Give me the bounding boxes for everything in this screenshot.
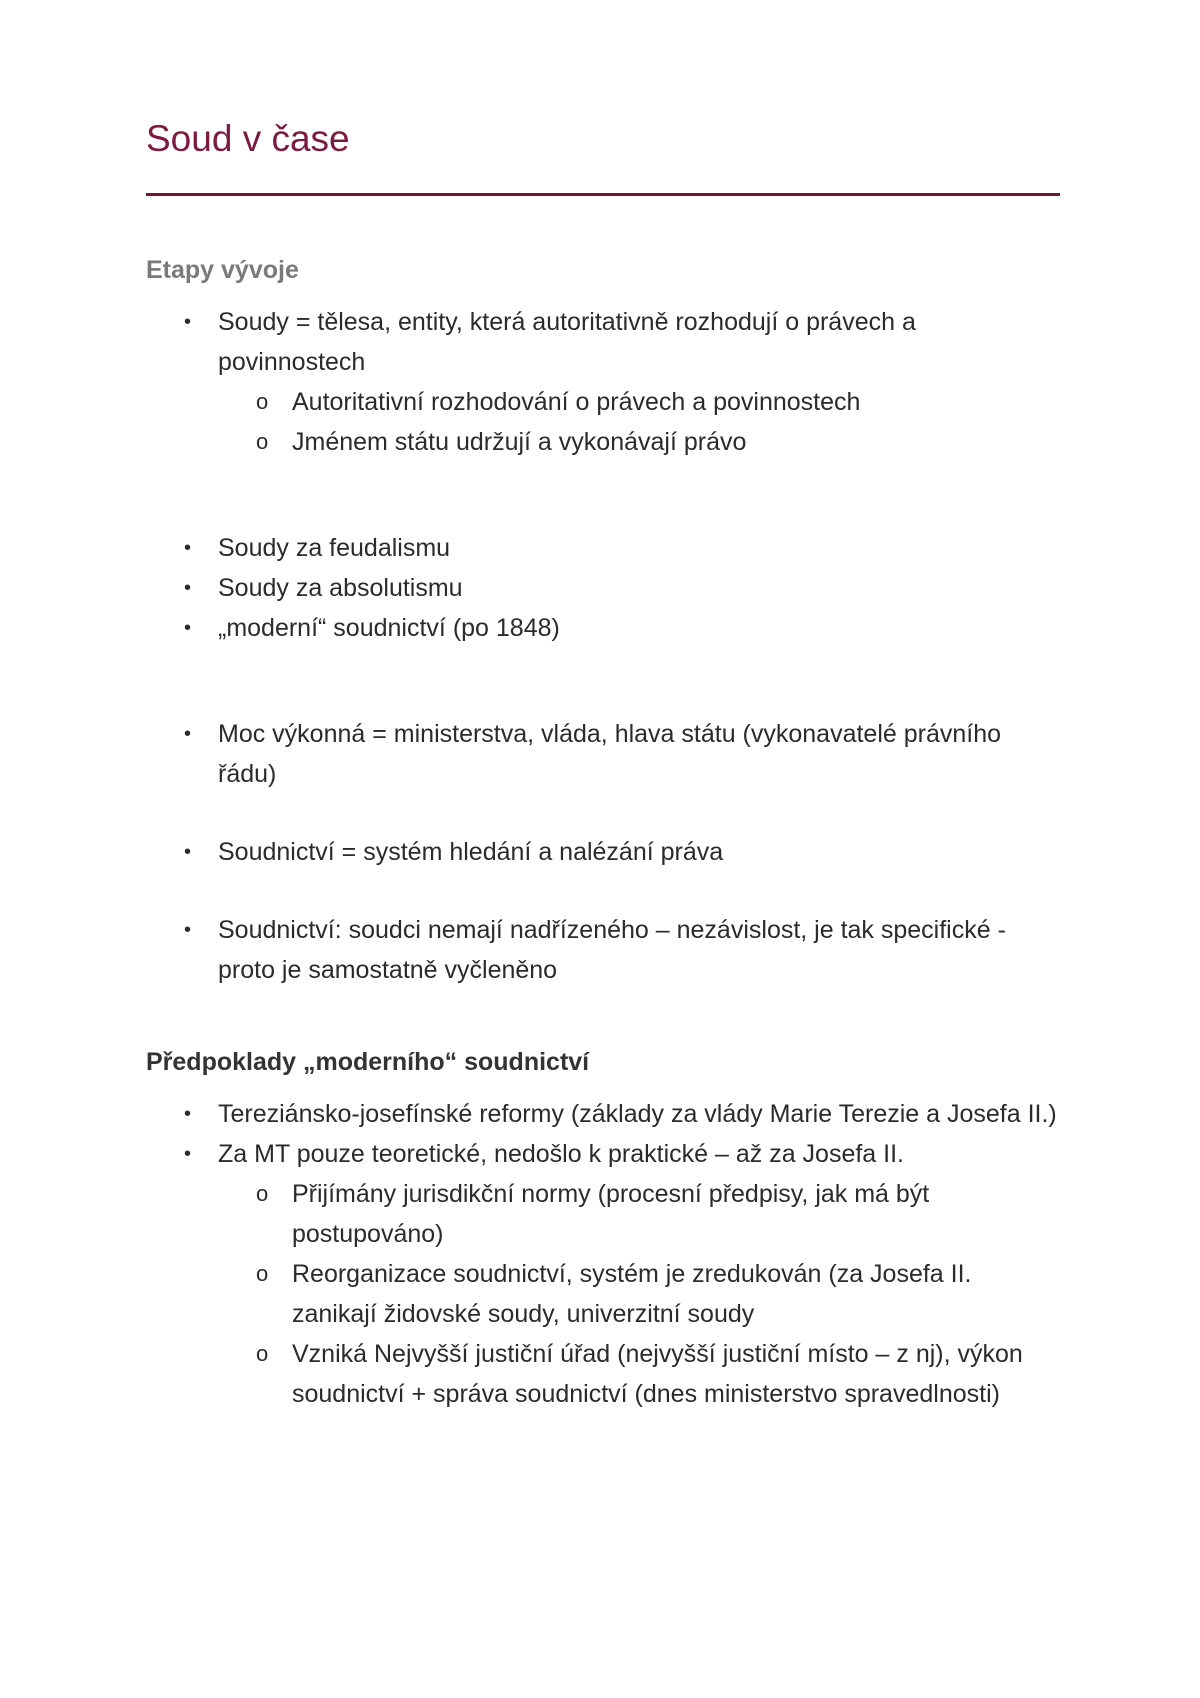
bullet-icon: • xyxy=(184,1103,192,1125)
bullet-icon: • xyxy=(184,311,192,333)
section-heading-predpoklady: Předpoklady „moderního“ soudnictví xyxy=(146,1048,590,1076)
sub-list-item-text: Reorganizace soudnictví, systém je zredukován (za Josefa II. zanikají židovské soudy, univerzitní soudy xyxy=(292,1260,972,1328)
list-item-text: Soudnictví: soudci nemají nadřízeného – nezávislost, je tak specifické - proto je samostatně vyčleněno xyxy=(218,916,1006,984)
list-item-text: „moderní“ soudnictví (po 1848) xyxy=(218,614,560,642)
list-item-text: Soudy za absolutismu xyxy=(218,574,463,602)
sub-bullet-icon: o xyxy=(256,1261,269,1286)
sub-list-item-text: Vzniká Nejvyšší justiční úřad (nejvyšší justiční místo – z nj), výkon soudnictví + správa soudnictví (dnes ministerstvo spravedlnosti) xyxy=(292,1340,1023,1408)
list-item xyxy=(146,714,1060,794)
document-body xyxy=(146,250,1060,1414)
list-item-text: Soudy = tělesa, entity, která autoritativně rozhodují o právech a povinnostech xyxy=(218,308,916,376)
list-item xyxy=(146,1134,1060,1174)
document-title: Soud v čase xyxy=(146,118,350,159)
bullet-icon: • xyxy=(184,841,192,863)
sub-list-item xyxy=(146,1174,1060,1254)
bullet-icon: • xyxy=(184,723,192,745)
bullet-icon: • xyxy=(184,919,192,941)
section-heading-etapy-vyvoje: Etapy vývoje xyxy=(146,256,299,284)
sub-list-item-text: Přijímány jurisdikční normy (procesní předpisy, jak má být postupováno) xyxy=(292,1180,930,1248)
sub-list-item xyxy=(146,382,1060,422)
list-item-text: Tereziánsko-josefínské reformy (základy za vlády Marie Terezie a Josefa II.) xyxy=(218,1100,1057,1128)
bullet-icon: • xyxy=(184,537,192,559)
list-item xyxy=(146,1094,1060,1134)
sub-list-item xyxy=(146,422,1060,462)
list-item-text: Soudnictví = systém hledání a nalézání práva xyxy=(218,838,724,866)
sub-bullet-icon: o xyxy=(256,1181,269,1206)
list-item xyxy=(146,608,1060,648)
sub-list-item xyxy=(146,1334,1060,1414)
list-item xyxy=(146,528,1060,568)
sub-list-item-text: Autoritativní rozhodování o právech a povinnostech xyxy=(292,388,861,416)
sub-list-item xyxy=(146,1254,1060,1334)
sub-bullet-icon: o xyxy=(256,1341,269,1366)
list-item xyxy=(146,302,1060,382)
sub-list-item-text: Jménem státu udržují a vykonávají právo xyxy=(292,428,747,456)
bullet-icon: • xyxy=(184,1143,192,1165)
bullet-icon: • xyxy=(184,617,192,639)
sub-bullet-icon: o xyxy=(256,429,269,454)
title-underline xyxy=(146,193,1060,196)
list-item xyxy=(146,568,1060,608)
list-item-text: Soudy za feudalismu xyxy=(218,534,451,562)
bullet-icon: • xyxy=(184,577,192,599)
list-item xyxy=(146,832,1060,872)
sub-bullet-icon: o xyxy=(256,389,269,414)
list-item-text: Za MT pouze teoretické, nedošlo k praktické – až za Josefa II. xyxy=(218,1140,904,1168)
list-item-text: Moc výkonná = ministerstva, vláda, hlava státu (vykonavatelé právního řádu) xyxy=(218,720,1002,788)
list-item xyxy=(146,910,1060,990)
